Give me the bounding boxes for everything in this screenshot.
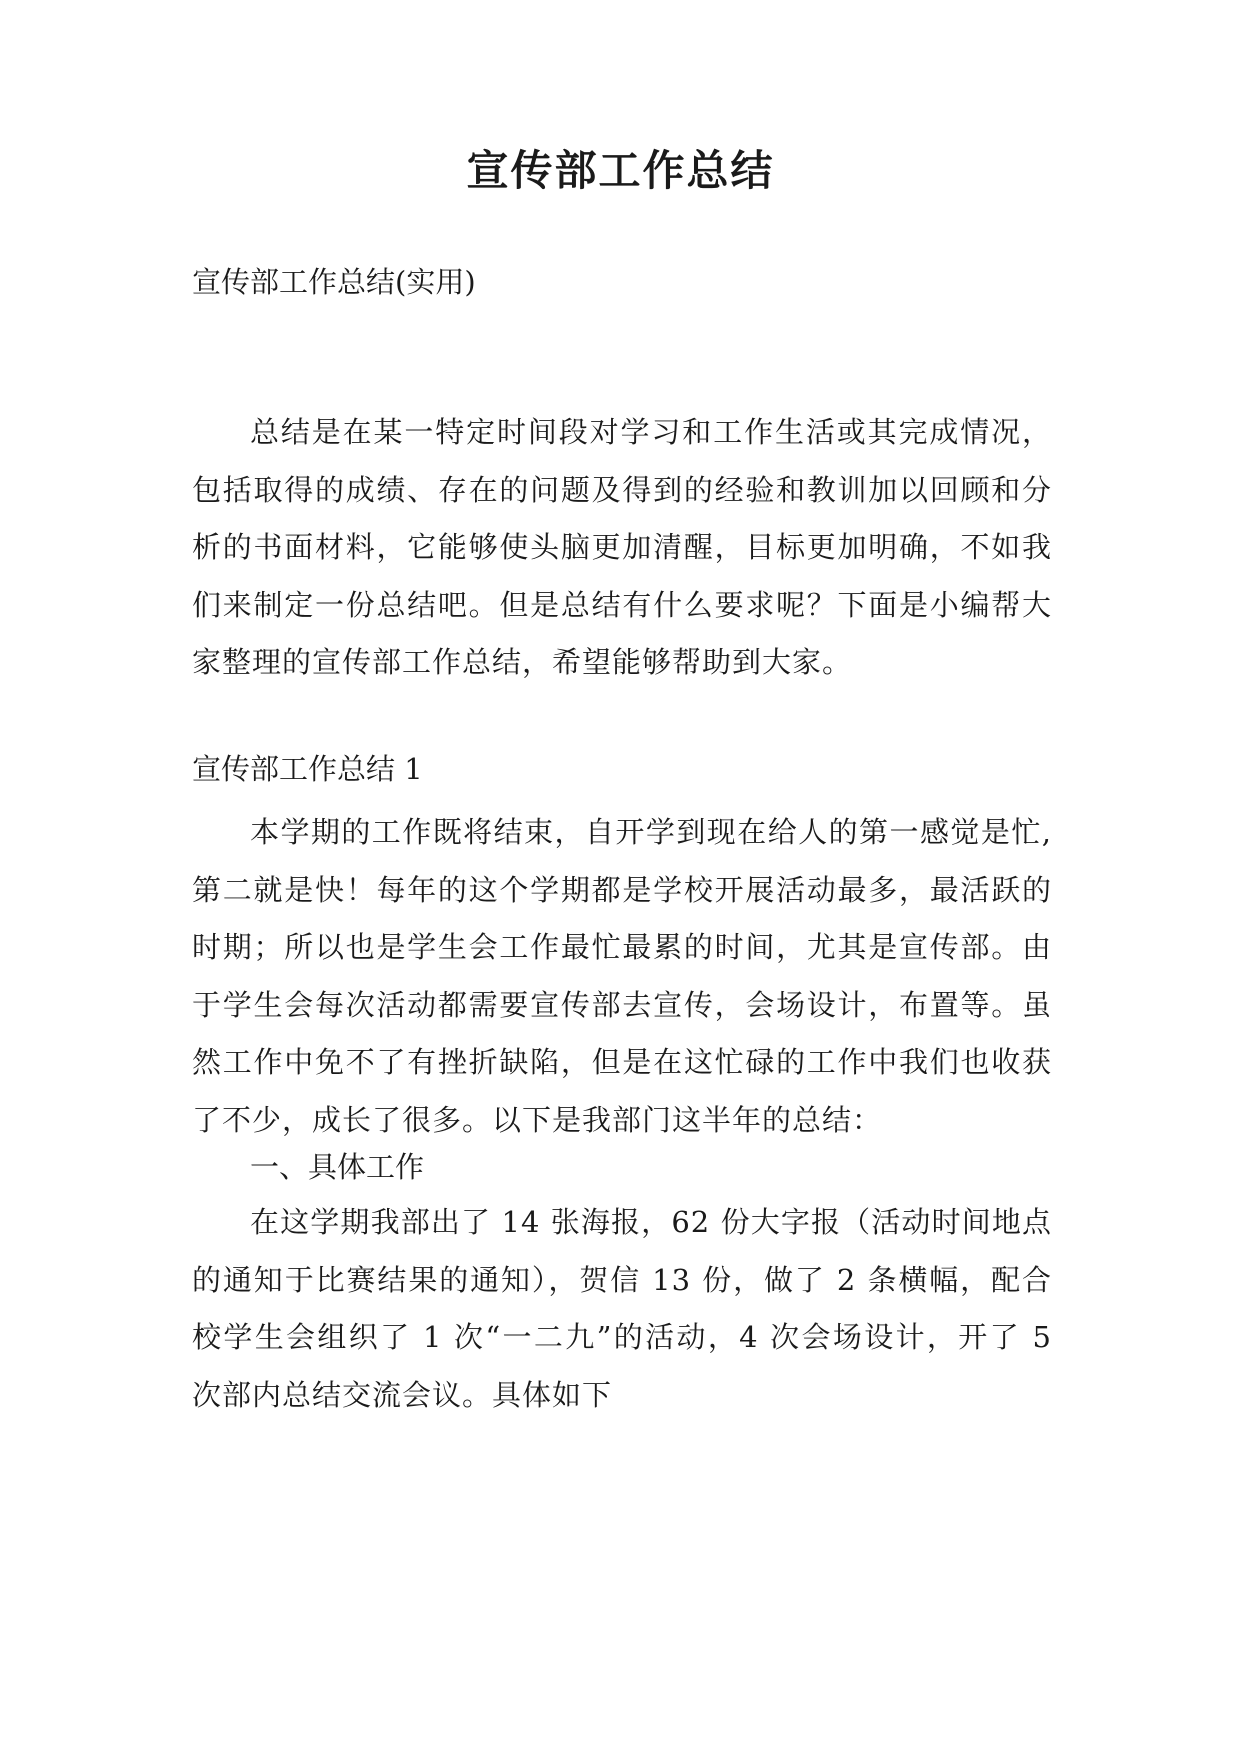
intro-paragraph: 总结是在某一特定时间段对学习和工作生活或其完成情况，包括取得的成绩、存在的问题及得到的经验和教训加以回顾和分析的书面材料，它能够使头脑更加清醒，目标更加明确，不如我们来制定一份总结吧。但是总结有什么要求呢？下面是小编帮大家整理的宣传部工作总结，希望能够帮助到大家。 (192, 415, 1052, 679)
document-title: 宣传部工作总结 (466, 146, 775, 195)
document-subtitle: 宣传部工作总结(实用) (192, 265, 476, 299)
subsection-heading: 一、具体工作 (250, 1150, 425, 1184)
section-heading: 宣传部工作总结 1 (192, 752, 423, 786)
section-paragraph: 在这学期我部出了 14 张海报，62 份大字报（活动时间地点的通知于比赛结果的通知），贺信 13 份，做了 2 条横幅，配合校学生会组织了 1 次“一二九”的活动，4 次会场设计，开了 5 次部内总结交流会议。具体如下 (192, 1205, 1052, 1412)
section-paragraph: 本学期的工作既将结束，自开学到现在给人的第一感觉是忙,第二就是快！每年的这个学期都是学校开展活动最多，最活跃的时期；所以也是学生会工作最忙最累的时间，尤其是宣传部。由于学生会每次活动都需要宣传部去宣传，会场设计，布置等。虽然工作中免不了有挫折缺陷，但是在这忙碌的工作中我们也收获了不少，成长了很多。以下是我部门这半年的总结： (192, 815, 1052, 1137)
